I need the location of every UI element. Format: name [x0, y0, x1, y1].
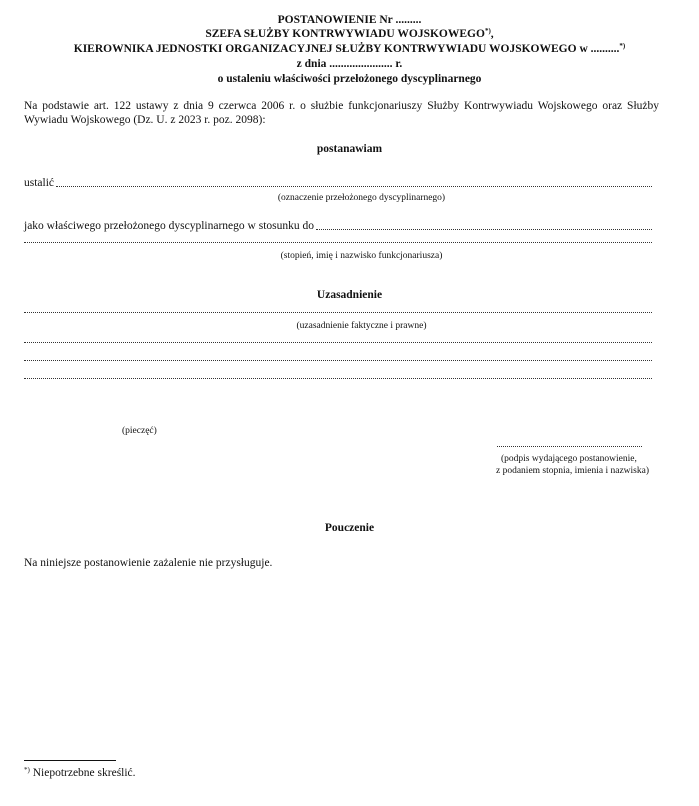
decision-heading: postanawiam	[316, 143, 383, 155]
legal-basis-paragraph: Na podstawie art. 122 ustawy z dnia 9 czerwca 2006 r. o służbie funkcjonariuszy Służby Kontrwywiadu Wojskowego oraz Służby Wywiadu Wojskowego (Dz. U. z 2023 r. poz. 2098):	[24, 100, 659, 126]
competence-field-row	[24, 219, 652, 233]
competence-hint: (stopień, imię i nazwisko funkcjonariusza)	[280, 251, 443, 261]
justification-heading: Uzasadnienie	[316, 289, 383, 301]
issuer-chief-comma: ,	[490, 28, 494, 40]
document-number-line: POSTANOWIENIE Nr .........	[277, 14, 422, 26]
issuer-chief-text: SZEFA SŁUŻBY KONTRWYWIADU WOJSKOWEGO	[205, 28, 485, 40]
justification-hint: (uzasadnienie faktyczne i prawne)	[296, 321, 427, 331]
competence-fill-line-2	[24, 242, 652, 243]
signature-hint-1: (podpis wydającego postanowienie,	[501, 454, 637, 464]
footnote-marker: *)	[484, 27, 491, 35]
instruction-heading: Pouczenie	[324, 522, 375, 534]
determine-field-row	[24, 176, 652, 190]
determine-label: ustalić	[24, 177, 55, 189]
signature-hint-2: z podaniem stopnia, imienia i nazwiska)	[496, 466, 650, 476]
date-line: z dnia ...................... r.	[296, 58, 403, 70]
footnote-marker: *)	[24, 766, 30, 774]
justification-line-4	[24, 378, 652, 379]
footnote	[24, 766, 136, 780]
issuer-unit-head-text: KIEROWNIKA JEDNOSTKI ORGANIZACYJNEJ SŁUŻBY KONTRWYWIADU WOJSKOWEGO w ..........	[73, 43, 620, 55]
determine-fill-line	[56, 186, 652, 187]
footnote-text: Niepotrzebne skreślić.	[29, 767, 136, 779]
competence-label: jako właściwego przełożonego dyscyplinarnego w stosunku do	[24, 220, 314, 232]
document-subject: o ustaleniu właściwości przełożonego dyscyplinarnego	[217, 73, 482, 85]
justification-line-1	[24, 312, 652, 313]
footnote-separator	[24, 760, 116, 761]
justification-line-2	[24, 342, 652, 343]
stamp-label: (pieczęć)	[122, 426, 157, 436]
issuer-line-unit-head	[0, 42, 699, 56]
instruction-text: Na niniejsze postanowienie zażalenie nie przysługuje.	[24, 557, 273, 569]
justification-line-3	[24, 360, 652, 361]
competence-fill-line	[316, 229, 652, 230]
determine-hint: (oznaczenie przełożonego dyscyplinarnego)	[277, 193, 446, 203]
issuer-line-chief	[0, 27, 699, 41]
footnote-marker: *)	[619, 42, 626, 50]
signature-line	[497, 446, 642, 447]
